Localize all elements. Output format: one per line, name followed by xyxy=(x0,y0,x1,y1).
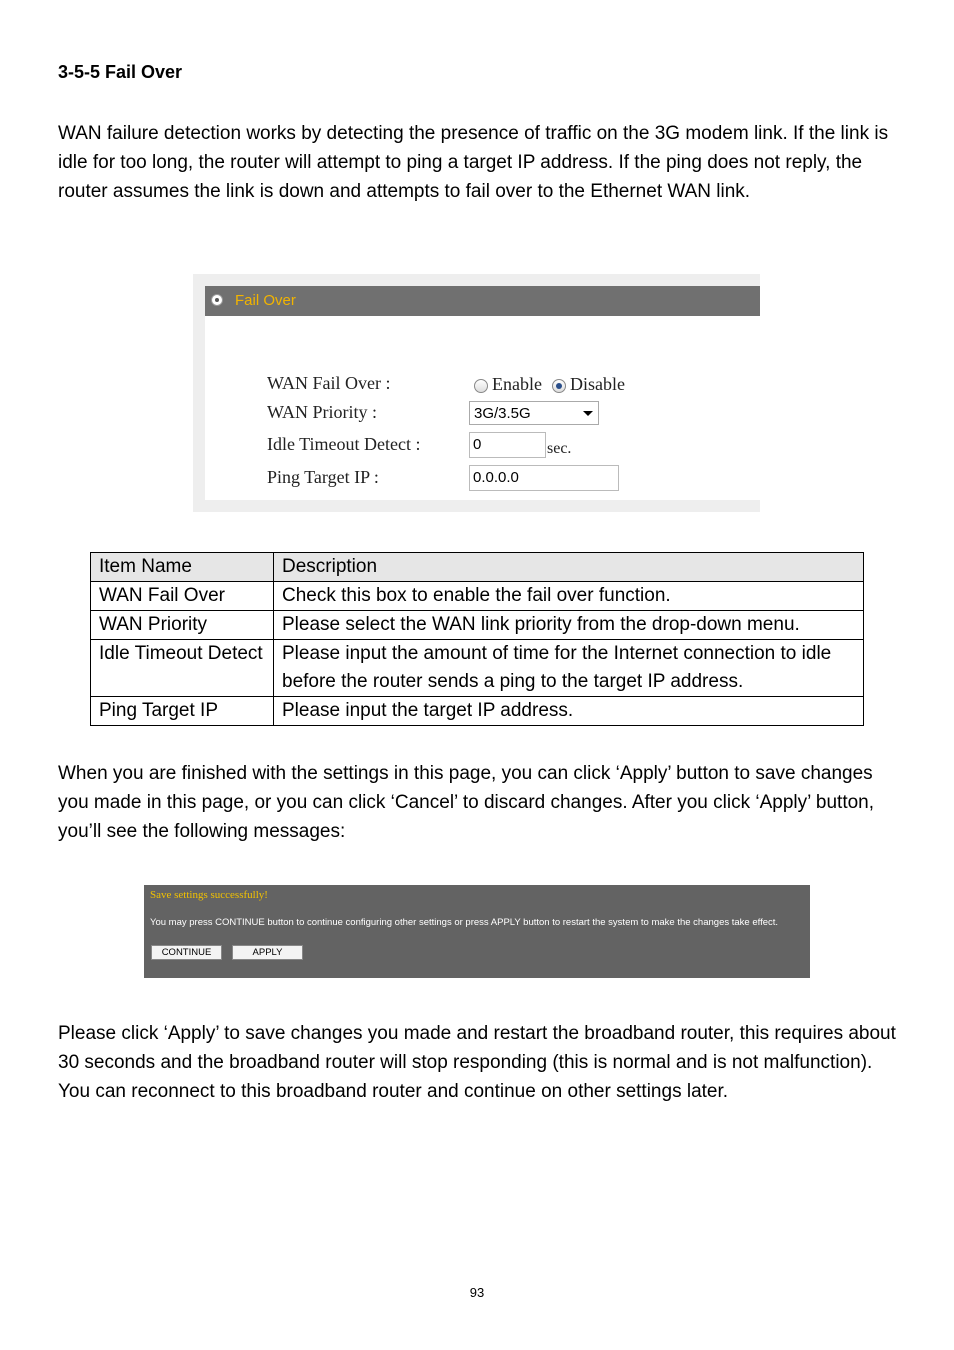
wan-fail-over-label: WAN Fail Over : xyxy=(267,373,391,393)
idle-timeout-label: Idle Timeout Detect : xyxy=(267,434,421,454)
apply-button[interactable]: APPLY xyxy=(232,945,303,960)
table-cell: Check this box to enable the fail over function. xyxy=(274,582,864,611)
table-cell: Ping Target IP xyxy=(91,697,274,726)
closing-paragraph: Please click ‘Apply’ to save changes you made and restart the broadband router, this requires about 30 seconds and the broadband router will stop responding (this is normal and is not malfunction). You can reconnect to this broadband router and continue on other settings later. xyxy=(58,1023,896,1102)
table-cell: WAN Fail Over xyxy=(91,582,274,611)
table-header-cell: Description xyxy=(274,553,864,582)
item-table xyxy=(90,552,864,726)
continue-button[interactable]: CONTINUE xyxy=(151,945,222,960)
table-cell: Please select the WAN link priority from the drop-down menu. xyxy=(274,611,864,640)
table-cell: Please input the amount of time for the Internet connection to idle before the router sends a ping to the target IP address. xyxy=(274,640,864,697)
idle-timeout-input[interactable]: 0 xyxy=(469,432,546,458)
intro-paragraph: WAN failure detection works by detecting the presence of traffic on the 3G modem link. If the link is idle for too long, the router will attempt to ping a target IP address. If the ping does not reply, the router assumes the link is down and attempts to fail over to the Ethernet WAN link. xyxy=(58,123,889,202)
failover-title-bar xyxy=(205,286,760,316)
disable-radio[interactable] xyxy=(552,379,566,393)
table-cell: Please input the target IP address. xyxy=(274,697,864,726)
apply-paragraph: When you are finished with the settings in this page, you can click ‘Apply’ button to save changes you made in this page, or you can click ‘Cancel’ to discard changes. After you click ‘Apply’ button, you’ll see the following messages: xyxy=(58,763,875,842)
radio-bullet-icon xyxy=(211,294,223,306)
enable-radio[interactable] xyxy=(474,379,488,393)
failover-title: Fail Over xyxy=(235,292,296,309)
wan-priority-label: WAN Priority : xyxy=(267,402,377,422)
table-row xyxy=(91,582,864,611)
table-row xyxy=(91,640,864,697)
table-cell: Idle Timeout Detect xyxy=(91,640,274,697)
table-row xyxy=(91,697,864,726)
section-heading: 3-5-5 Fail Over xyxy=(58,62,183,82)
wan-priority-select[interactable] xyxy=(469,401,599,425)
ping-target-label: Ping Target IP : xyxy=(267,467,379,487)
table-cell: WAN Priority xyxy=(91,611,274,640)
idle-timeout-unit: sec. xyxy=(547,440,572,457)
page-number: 93 xyxy=(469,1285,485,1300)
table-row xyxy=(91,611,864,640)
failover-screenshot xyxy=(193,274,760,512)
table-header-cell: Item Name xyxy=(91,553,274,582)
save-settings-screenshot xyxy=(144,885,810,978)
wan-priority-value: 3G/3.5G xyxy=(474,405,531,422)
enable-label: Enable xyxy=(492,374,542,394)
table-header-row xyxy=(91,553,864,582)
disable-label: Disable xyxy=(570,374,625,394)
save-message: You may press CONTINUE button to continue configuring other settings or press APPLY button to restart the system to make the changes take effect. xyxy=(150,917,779,928)
chevron-down-icon xyxy=(583,411,593,416)
save-success-title: Save settings successfully! xyxy=(150,889,268,901)
ping-target-input[interactable]: 0.0.0.0 xyxy=(469,465,619,491)
